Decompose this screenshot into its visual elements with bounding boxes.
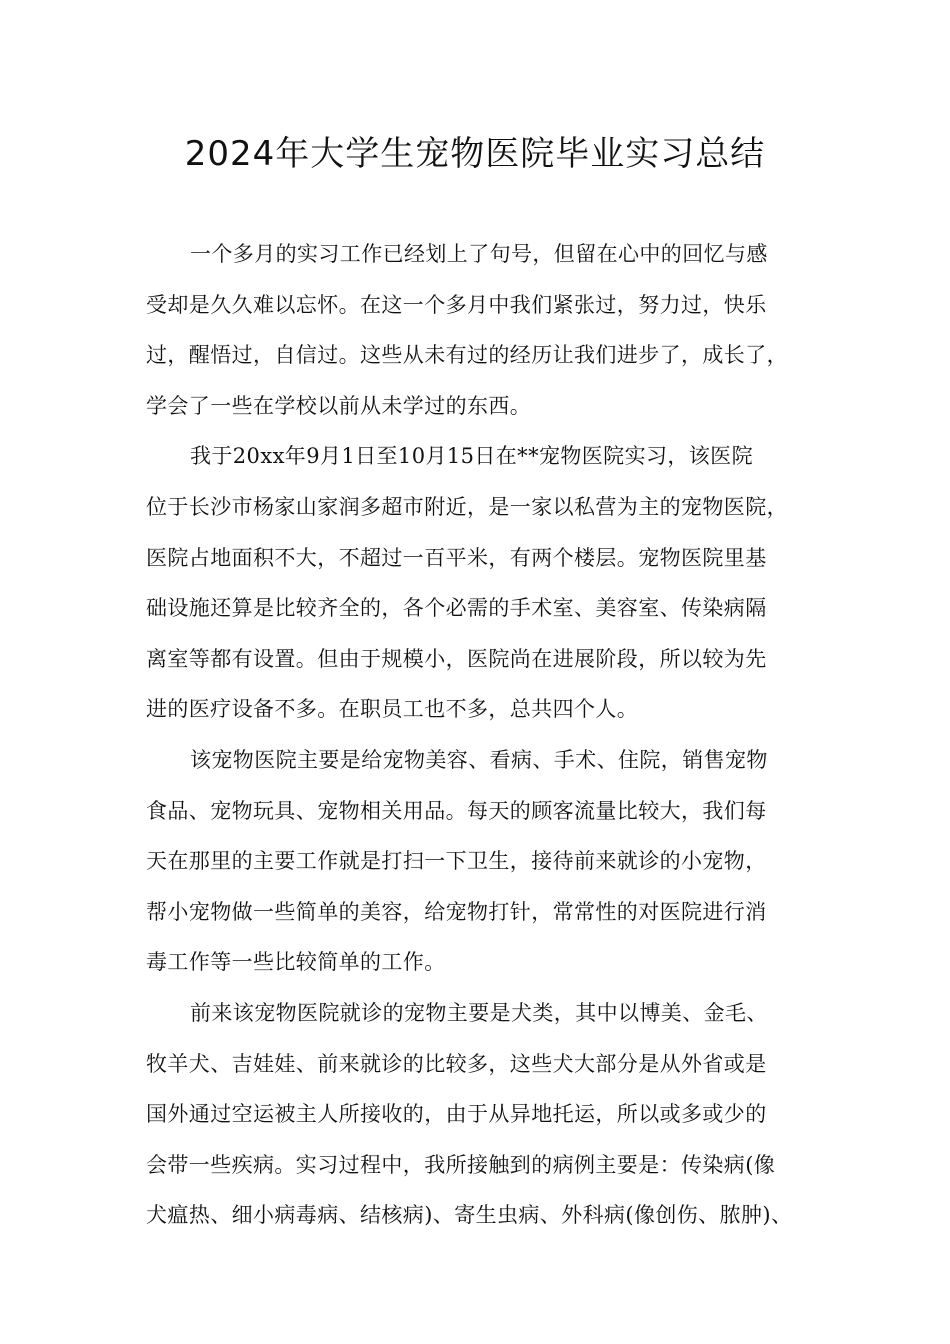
paragraph-1-line-4: 学会了一些在学校以前从未学过的东西。: [146, 393, 532, 418]
paragraph-4-line-1: 前来该宠物医院就诊的宠物主要是犬类，其中以博美、金毛、: [190, 1000, 768, 1025]
paragraph-3-line-4: 帮小宠物做一些简单的美容，给宠物打针，常常性的对医院进行消: [146, 899, 767, 924]
document-title: 2024年大学生宠物医院毕业实习总结: [184, 134, 766, 174]
paragraph-3-line-1: 该宠物医院主要是给宠物美容、看病、手术、住院，销售宠物: [190, 747, 768, 772]
paragraph-1-line-3: 过，醒悟过，自信过。这些从未有过的经历让我们进步了，成长了，: [146, 343, 788, 368]
paragraph-1-line-1: 一个多月的实习工作已经划上了句号，但留在心中的回忆与感: [190, 242, 768, 266]
paragraph-3-line-5: 毒工作等一些比较简单的工作。: [146, 950, 446, 975]
paragraph-2-line-4: 础设施还算是比较齐全的，各个必需的手术室、美容室、传染病隔: [146, 596, 767, 621]
paragraph-4-line-2: 牧羊犬、吉娃娃、前来就诊的比较多，这些犬大部分是从外省或是: [146, 1051, 767, 1076]
paragraph-2-line-5: 离室等都有设置。但由于规模小，医院尚在进展阶段，所以较为先: [146, 646, 767, 671]
paragraph-4-line-5: 犬瘟热、细小病毒病、结核病)、寄生虫病、外科病(像创伤、脓肿)、: [146, 1203, 793, 1228]
paragraph-4-line-3: 国外通过空运被主人所接收的，由于从异地托运，所以或多或少的: [146, 1102, 767, 1127]
paragraph-3-line-3: 天在那里的主要工作就是打扫一下卫生，接待前来就诊的小宠物，: [146, 849, 767, 874]
paragraph-1-line-2: 受却是久久难以忘怀。在这一个多月中我们紧张过，努力过，快乐: [146, 292, 767, 317]
document-body: [146, 229, 826, 1241]
paragraph-4-line-4: 会带一些疾病。实习过程中，我所接触到的病例主要是：传染病(像: [146, 1152, 776, 1177]
paragraph-2-line-1: 我于20xx年9月1日至10月15日在**宠物医院实习，该医院: [190, 444, 753, 469]
paragraph-2-line-6: 进的医疗设备不多。在职员工也不多，总共四个人。: [146, 697, 639, 722]
paragraph-2-line-2: 位于长沙市杨家山家润多超市附近，是一家以私营为主的宠物医院，: [146, 494, 788, 519]
paragraph-2-line-3: 医院占地面积不大，不超过一百平米，有两个楼层。宠物医院里基: [146, 545, 767, 570]
paragraph-3-line-2: 食品、宠物玩具、宠物相关用品。每天的顾客流量比较大，我们每: [146, 798, 767, 823]
